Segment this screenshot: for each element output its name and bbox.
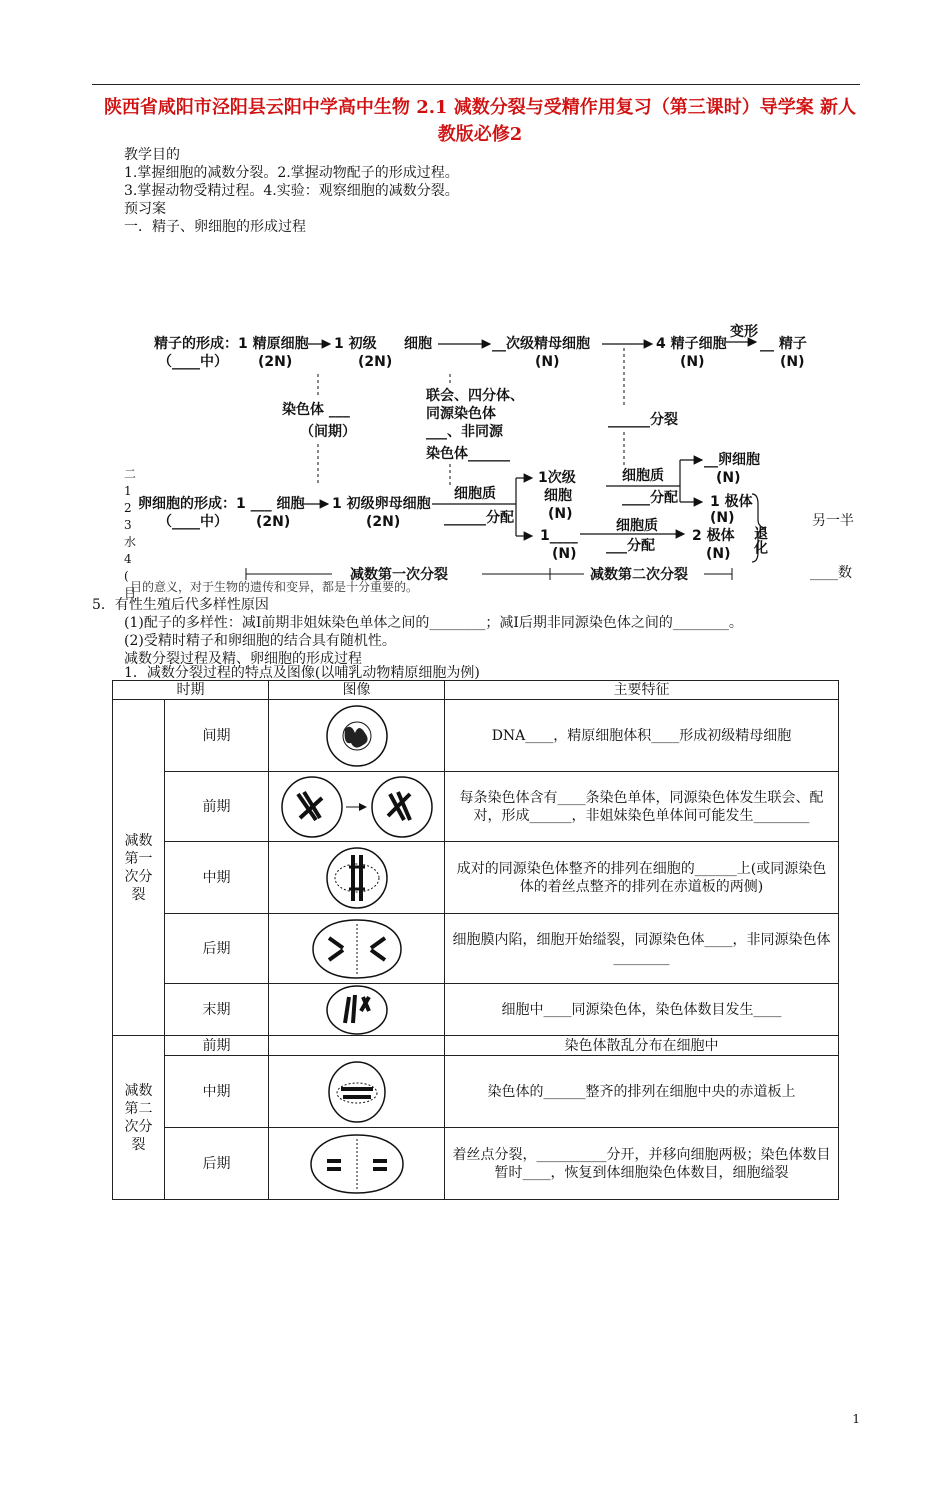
one-n-sub: (N) — [552, 546, 577, 562]
feature-cell: 细胞中____同源染色体，染色体数目发生____ — [445, 984, 839, 1036]
group-meiosis-two: 减数第二次分裂 — [113, 1036, 165, 1200]
sperm-final-n: (N) — [780, 354, 805, 370]
distribute-3: ___分配 — [606, 538, 655, 554]
item-5-2: (2)受精时精子和卵细胞的结合具有随机性。 — [124, 633, 396, 649]
interphase-image — [269, 700, 445, 772]
table-row — [113, 700, 839, 772]
egg-n: (N) — [716, 470, 741, 486]
table-row — [113, 1036, 839, 1056]
page-number: 1 — [852, 1412, 860, 1426]
phase-cell: 间期 — [165, 700, 269, 772]
sperm-location: （____中） — [158, 354, 228, 370]
distribute-1: ______分配 — [444, 510, 514, 526]
egg-2n: (2N) — [256, 514, 291, 530]
primary-oocyte-2n: (2N) — [366, 514, 401, 530]
feature-cell: 染色体的______整齐的排列在细胞中央的赤道板上 — [445, 1056, 839, 1128]
secondary-n: (N) — [535, 354, 560, 370]
feature-cell: 着丝点分裂，__________分开，并移向细胞两极；染色体数目暂时____，恢复到体细胞染色体数目，细胞缢裂 — [445, 1128, 839, 1200]
secondary-oocyte-1: 1次级 — [538, 470, 576, 486]
polar-body-1: 1 极体 — [710, 494, 753, 510]
feature-cell: 每条染色体含有____条染色单体，同源染色体发生联会、配对，形成______，非姐妹染色单体间可能发生________ — [445, 772, 839, 842]
secondary-spermatocyte: __次级精母细胞 — [492, 336, 590, 352]
table-row — [113, 772, 839, 842]
telophase-one-image — [269, 984, 445, 1036]
synapsis-3: ___、非同源 — [426, 424, 503, 440]
table-row — [113, 914, 839, 984]
objective-line-1: 1.掌握细胞的减数分裂。2.掌握动物配子的形成过程。 — [124, 165, 459, 181]
header-image: 图像 — [269, 681, 445, 700]
cytoplasm-1: 细胞质 — [454, 486, 496, 502]
primary-2n: (2N) — [358, 354, 393, 370]
anaphase-one-image — [269, 914, 445, 984]
prophase-one-image — [269, 772, 445, 842]
spermatid: 4 精子细胞 — [656, 336, 727, 352]
gamete-formation-diagram — [120, 318, 880, 594]
side-right-1: 另一半 — [812, 513, 854, 529]
anaphase-two-image — [269, 1128, 445, 1200]
item-5-1: (1)配子的多样性：减Ⅰ前期非姐妹染色单体之间的________；减Ⅰ后期非同源染色体之间的________。 — [124, 615, 743, 631]
header-rule — [92, 84, 860, 85]
preview-heading: 预习案 — [124, 201, 166, 217]
primary-cell: 细胞 — [404, 336, 432, 352]
transform-label: 变形 — [730, 324, 758, 340]
synapsis-1: 联会、四分体、 — [426, 388, 524, 404]
feature-cell: 染色体散乱分布在细胞中 — [445, 1036, 839, 1056]
phase-cell: 前期 — [165, 772, 269, 842]
interphase-label: （间期） — [300, 424, 356, 440]
group-meiosis-one: 减数第一次分裂 — [113, 700, 165, 1036]
item-5: 5．有性生殖后代多样性原因 — [92, 597, 269, 613]
meiosis-two-label: 减数第二次分裂 — [590, 567, 688, 583]
phase-cell: 中期 — [165, 842, 269, 914]
phase-cell: 末期 — [165, 984, 269, 1036]
section-one-heading: 一．精子、卵细胞的形成过程 — [124, 219, 306, 235]
secondary-oocyte-n: (N) — [548, 506, 573, 522]
metaphase-two-image — [269, 1056, 445, 1128]
synapsis-4: 染色体______ — [426, 446, 510, 462]
side-right-2: ____数 — [810, 565, 852, 581]
prophase-two-image — [269, 1036, 445, 1056]
phase-cell: 后期 — [165, 914, 269, 984]
phase-cell: 前期 — [165, 1036, 269, 1056]
sub-one-heading: 1．减数分裂过程的特点及图像(以哺乳动物精原细胞为例) — [124, 665, 480, 681]
phase-cell: 中期 — [165, 1056, 269, 1128]
egg-formation-label: 卵细胞的形成：1 ___ 细胞 — [138, 496, 305, 512]
feature-cell: 细胞膜内陷，细胞开始缢裂，同源染色体____，非同源染色体________ — [445, 914, 839, 984]
one-n: 1____ — [540, 528, 578, 544]
table-row — [113, 984, 839, 1036]
table-header-row — [113, 681, 839, 700]
table-row — [113, 842, 839, 914]
sperm-formation-label: 精子的形成：1 精原细胞 — [154, 336, 309, 352]
secondary-oocyte-2: 细胞 — [544, 488, 572, 504]
feature-cell: DNA____，精原细胞体积____形成初级精母细胞 — [445, 700, 839, 772]
degenerate-1: 退化 — [752, 526, 768, 554]
polar-body-1-n: (N) — [710, 510, 735, 526]
document-title: 陕西省咸阳市泾阳县云阳中学高中生物 2.1 减数分裂与受精作用复习（第三课时）导学案 新人教版必修2 — [103, 97, 857, 145]
header-phase: 时期 — [113, 681, 269, 700]
egg-cell: __卵细胞 — [704, 452, 760, 468]
meiosis-one-label: 减数第一次分裂 — [350, 567, 448, 583]
polar-body-2-n: (N) — [706, 546, 731, 562]
division-label: ______分裂 — [608, 412, 678, 428]
feature-cell: 成对的同源染色体整齐的排列在细胞的______上(或同源染色体的着丝点整齐的排列在赤道板的两侧) — [445, 842, 839, 914]
objectives-heading: 教学目的 — [124, 147, 180, 163]
table-row — [113, 1056, 839, 1128]
egg-location: （____中） — [158, 514, 228, 530]
distribute-2: ____分配 — [622, 490, 678, 506]
table-row — [113, 1128, 839, 1200]
section-two-heading: 减数分裂过程及精、卵细胞的形成过程 — [124, 651, 362, 667]
cytoplasm-3: 细胞质 — [616, 518, 658, 534]
primary-oocyte: 1 初级卵母细胞 — [332, 496, 431, 512]
sperm-2n: (2N) — [258, 354, 293, 370]
phase-cell: 后期 — [165, 1128, 269, 1200]
synapsis-2: 同源染色体 — [426, 406, 496, 422]
chromosome-label: 染色体 ___ — [282, 402, 350, 418]
polar-body-2: 2 极体 — [692, 528, 735, 544]
sperm-final: __ 精子 — [760, 336, 807, 352]
side-fragments: 二 1 2 3 水 4 ( 目 — [124, 467, 137, 600]
metaphase-one-image — [269, 842, 445, 914]
obscured-line: 目的意义，对于生物的遗传和变异，都是十分重要的。 — [130, 580, 419, 594]
spermatid-n: (N) — [680, 354, 705, 370]
header-features: 主要特征 — [445, 681, 839, 700]
cytoplasm-2: 细胞质 — [622, 468, 664, 484]
meiosis-table — [112, 680, 839, 1200]
objective-line-2: 3.掌握动物受精过程。4.实验：观察细胞的减数分裂。 — [124, 183, 459, 199]
primary-label: 1 初级 — [334, 336, 377, 352]
